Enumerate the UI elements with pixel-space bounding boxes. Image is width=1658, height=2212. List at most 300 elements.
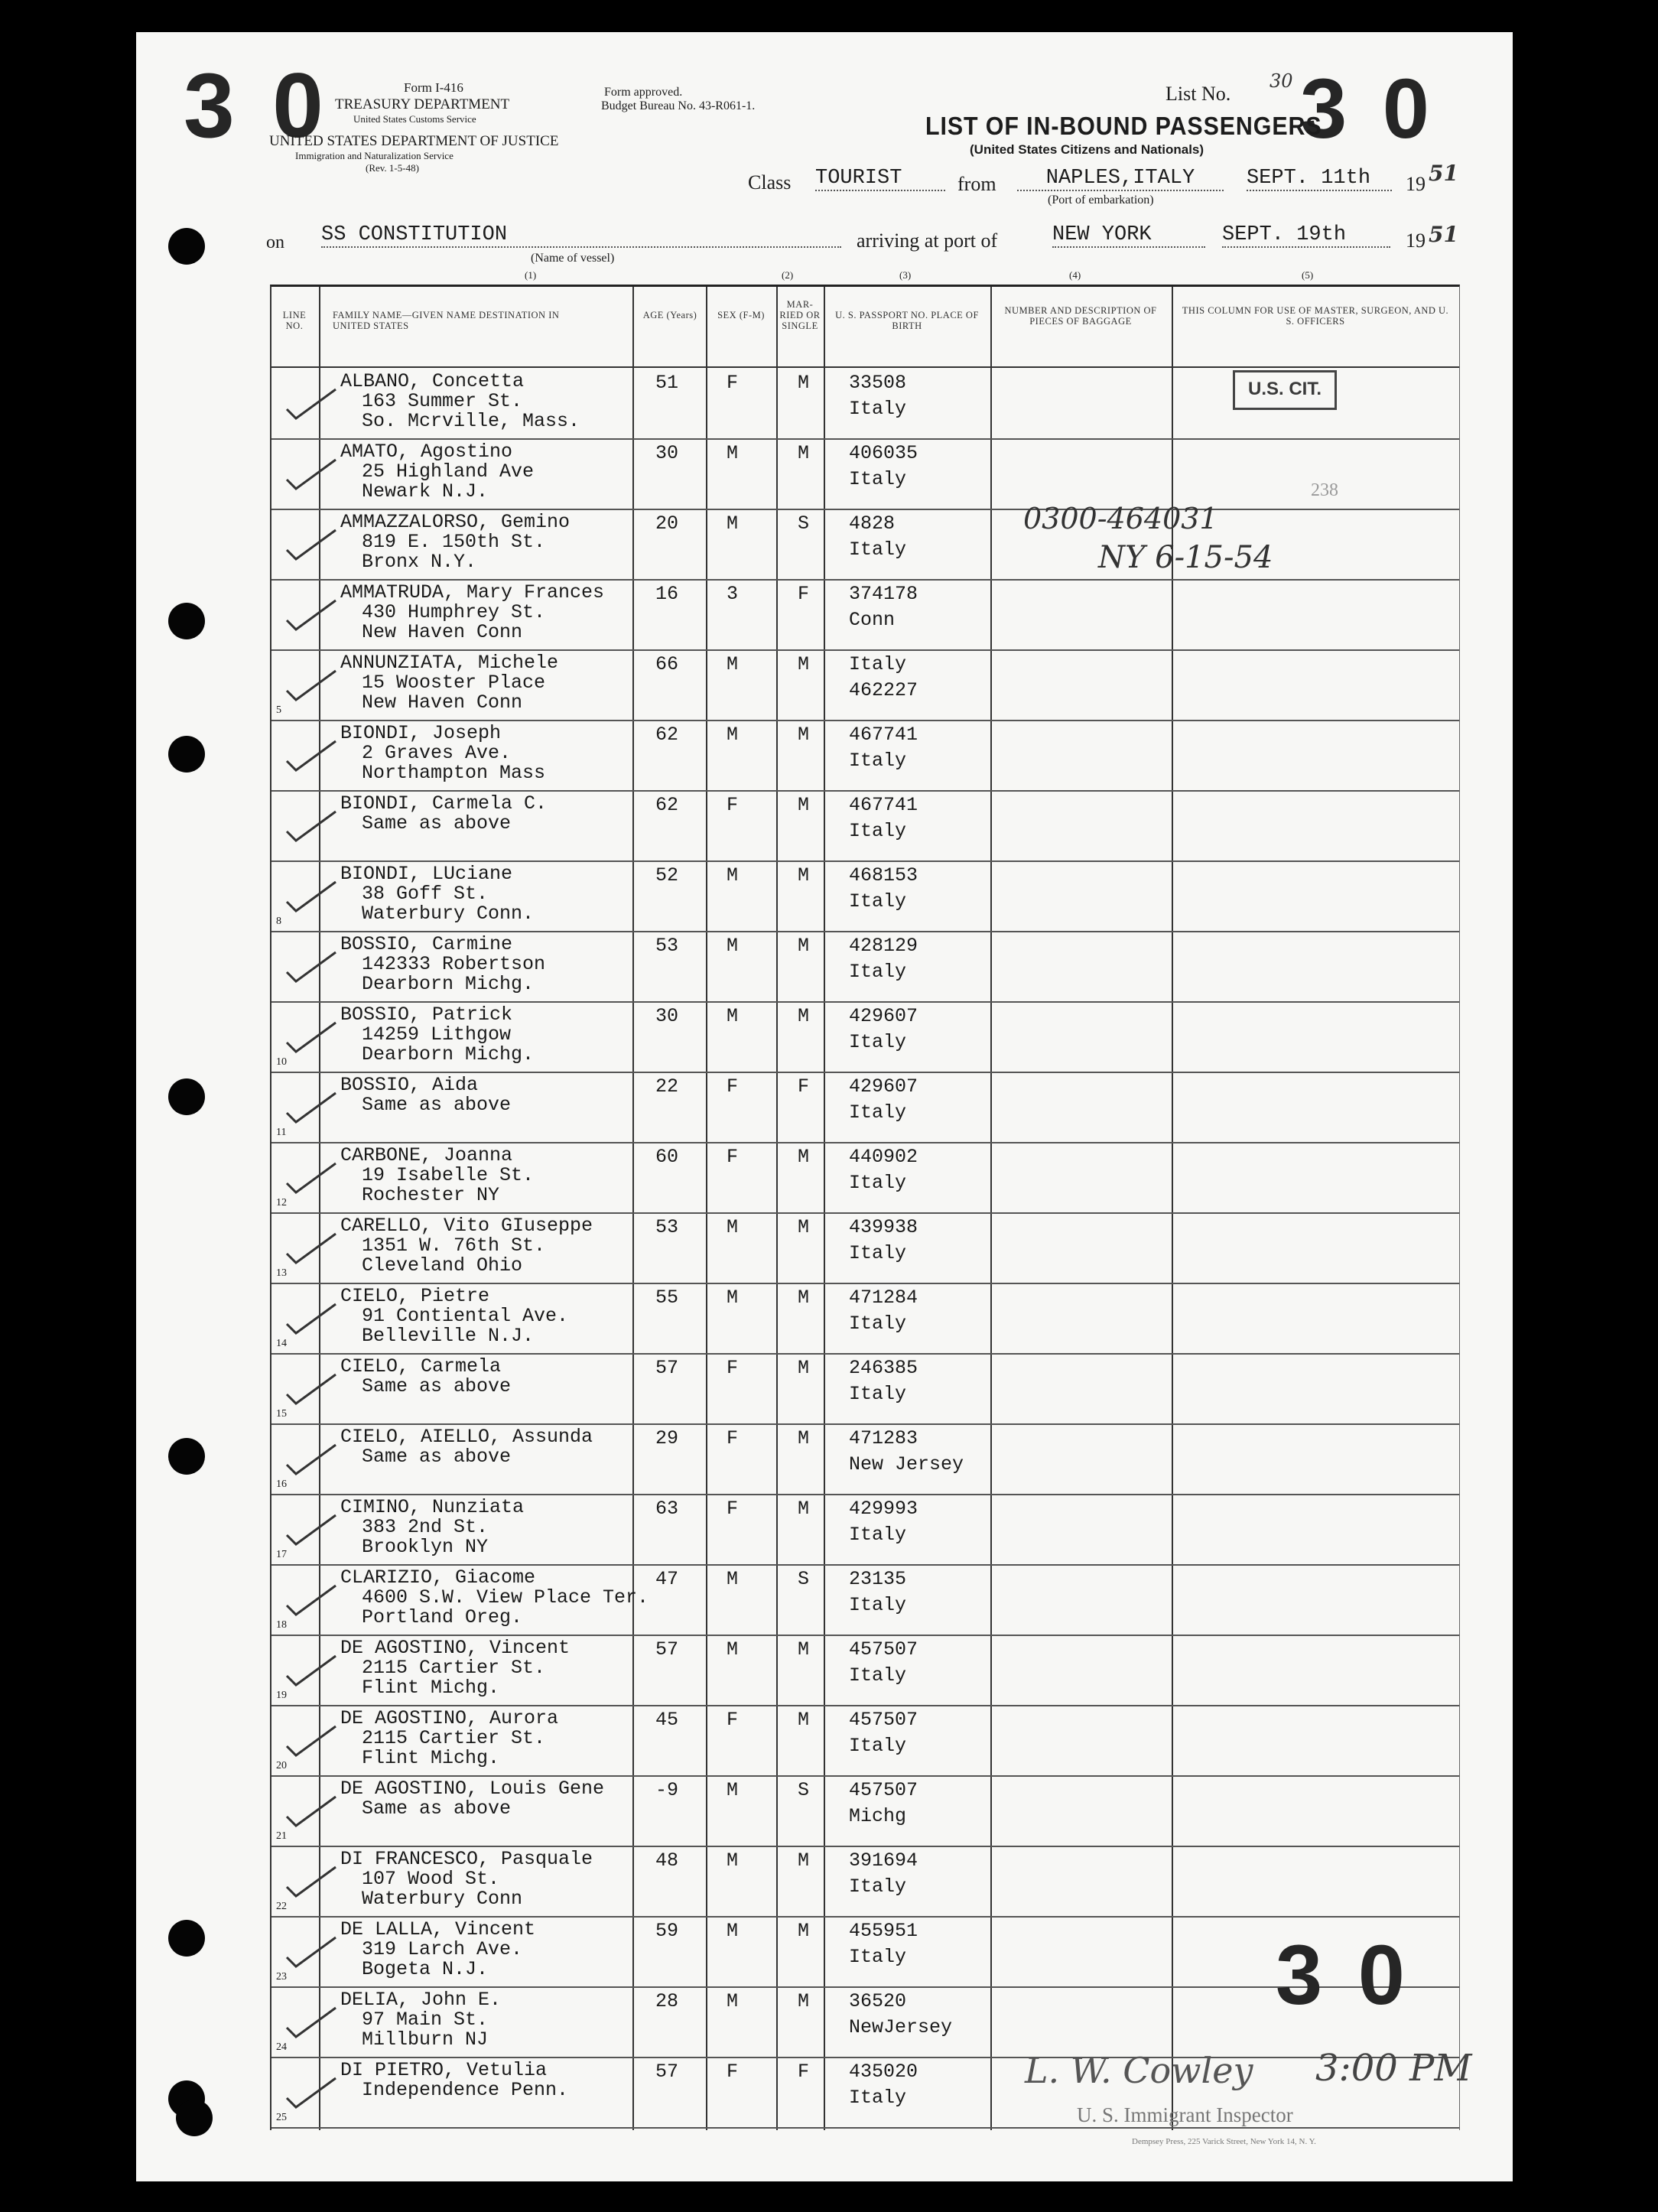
address-line-1: 14259 Lithgow (362, 1023, 512, 1046)
passport-number: 468153 (849, 864, 918, 886)
passport-number: 455951 (849, 1920, 918, 1942)
age: 55 (655, 1287, 679, 1309)
marital-status: F (798, 583, 810, 605)
sex: F (727, 794, 739, 816)
place-of-birth: Italy (849, 1172, 907, 1194)
table-row (271, 860, 1459, 932)
marital-status: M (798, 724, 810, 746)
passenger-name: BOSSIO, Aida (340, 1074, 479, 1096)
punch-hole (168, 1920, 205, 1957)
budget-bureau: Budget Bureau No. 43-R061-1. (601, 99, 756, 112)
header-married: MAR-RIED OR SINGLE (779, 299, 821, 331)
address-line-1: 819 E. 150th St. (362, 531, 546, 553)
check-mark-icon (285, 666, 339, 711)
passenger-name: DELIA, John E. (340, 1989, 502, 2011)
table-row (271, 1142, 1459, 1214)
margin-number: 238 (1311, 480, 1338, 500)
address-line-1: 2 Graves Ave. (362, 742, 512, 764)
marital-status: M (798, 1709, 810, 1731)
address-line-2: Flint Michg. (362, 1747, 500, 1769)
address-line-2: New Haven Conn (362, 621, 523, 643)
sex: M (727, 653, 739, 675)
line-number: 16 (276, 1478, 287, 1490)
passport-number: 439938 (849, 1216, 918, 1238)
passport-number: 429607 (849, 1005, 918, 1027)
sex: M (727, 935, 739, 957)
place-of-birth: New Jersey (849, 1453, 964, 1475)
address-line-2: Northampton Mass (362, 762, 546, 784)
passport-number: 4828 (849, 512, 896, 535)
passport-number: 428129 (849, 935, 918, 957)
treasury-department: TREASURY DEPARTMENT (335, 96, 510, 112)
line-number: 14 (276, 1338, 287, 1349)
address-line-1: Same as above (362, 1446, 512, 1468)
us-citizen-stamp: U.S. CIT. (1233, 370, 1337, 410)
line-number: 15 (276, 1408, 287, 1420)
age: 57 (655, 1638, 679, 1661)
table-row (271, 1001, 1459, 1073)
passenger-name: DI PIETRO, Vetulia (340, 2059, 548, 2081)
department-of-justice: UNITED STATES DEPARTMENT OF JUSTICE (269, 133, 559, 149)
place-of-birth: Italy (849, 1664, 907, 1687)
class-label: Class (748, 171, 792, 194)
passenger-name: BOSSIO, Patrick (340, 1004, 513, 1026)
address-line-2: Cleveland Ohio (362, 1254, 523, 1277)
place-of-birth: Italy (849, 1313, 907, 1335)
col-ref-3: (3) (899, 269, 912, 281)
punch-hole (168, 1078, 205, 1115)
line-number: 22 (276, 1901, 287, 1912)
age: 53 (655, 1216, 679, 1238)
sex: M (727, 1216, 739, 1238)
passenger-name: DI FRANCESCO, Pasquale (340, 1848, 593, 1870)
marital-status: M (798, 1216, 810, 1238)
place-of-birth: Italy (849, 1101, 907, 1124)
place-of-birth: Italy (849, 1242, 907, 1264)
place-of-birth: Michg (849, 1805, 907, 1827)
header-officers: THIS COLUMN FOR USE OF MASTER, SURGEON, AND U. S. OFFICERS (1182, 305, 1449, 327)
line-number: 8 (276, 916, 281, 927)
sex: F (727, 1357, 739, 1379)
col-ref-4: (4) (1069, 269, 1081, 281)
age: 45 (655, 1709, 679, 1731)
passport-number: 23135 (849, 1568, 907, 1590)
age: 29 (655, 1427, 679, 1449)
stamped-number-bottom: 3 0 (1276, 1928, 1411, 2022)
sex: M (727, 442, 739, 464)
punch-hole (168, 1438, 205, 1475)
age: 62 (655, 794, 679, 816)
line-number: 13 (276, 1267, 287, 1279)
sex: M (727, 1568, 739, 1590)
marital-status: M (798, 1920, 810, 1942)
check-mark-icon (285, 1792, 339, 1836)
place-of-birth: Italy (849, 1875, 907, 1898)
header-passport: U. S. PASSPORT NO. PLACE OF BIRTH (835, 310, 979, 331)
address-line-2: New Haven Conn (362, 691, 523, 714)
address-line-1: 25 Highland Ave (362, 460, 535, 483)
port-note: (Port of embarkation) (1048, 194, 1154, 207)
passport-number: 457507 (849, 1638, 918, 1661)
address-line-1: 319 Larch Ave. (362, 1938, 523, 1960)
passport-number: 467741 (849, 794, 918, 816)
place-of-birth: Italy (849, 468, 907, 490)
table-row (271, 1494, 1459, 1566)
table-row (271, 579, 1459, 651)
col-ref-1: (1) (525, 269, 537, 281)
sex: M (727, 1990, 739, 2012)
marital-status: M (798, 653, 810, 675)
passenger-name: BOSSIO, Carmine (340, 933, 513, 955)
place-of-birth: Italy (849, 820, 907, 842)
line-number: 17 (276, 1549, 287, 1560)
address-line-2: Bogeta N.J. (362, 1958, 489, 1980)
list-no-label: List No. (1165, 83, 1231, 105)
place-of-birth: Italy (849, 1735, 907, 1757)
sex: F (727, 372, 739, 394)
check-mark-icon (285, 1651, 339, 1696)
place-of-birth: Italy (849, 1031, 907, 1053)
passenger-name: BIONDI, Carmela C. (340, 792, 548, 815)
marital-status: F (798, 2061, 810, 2083)
check-mark-icon (285, 2074, 339, 2118)
marital-status: S (798, 512, 810, 535)
vessel-name: SS CONSTITUTION (321, 223, 841, 248)
passenger-name: AMMATRUDA, Mary Frances (340, 581, 605, 603)
handwritten-note-line2: NY 6-15-54 (1098, 540, 1273, 575)
line-number: 10 (276, 1056, 287, 1068)
age: 48 (655, 1849, 679, 1872)
punch-hole (176, 2100, 213, 2136)
address-line-2: Bronx N.Y. (362, 551, 477, 573)
check-mark-icon (285, 455, 339, 499)
address-line-2: Millburn NJ (362, 2028, 489, 2051)
marital-status: M (798, 442, 810, 464)
sex: M (727, 512, 739, 535)
sex: M (727, 1638, 739, 1661)
age: -9 (655, 1779, 679, 1801)
line-number: 20 (276, 1760, 287, 1771)
check-mark-icon (285, 1370, 339, 1414)
header-baggage: NUMBER AND DESCRIPTION OF PIECES OF BAGGAGE (1004, 305, 1157, 327)
check-mark-icon (285, 1511, 339, 1555)
sex: F (727, 1075, 739, 1098)
address-line-2: Waterbury Conn (362, 1888, 523, 1910)
passenger-name: AMMAZZALORSO, Gemino (340, 511, 571, 533)
marital-status: F (798, 1075, 810, 1098)
age: 20 (655, 512, 679, 535)
inspector-signature: L. W. Cowley (1025, 2050, 1253, 2091)
address-line-1: 2115 Cartier St. (362, 1657, 546, 1679)
marital-status: M (798, 1287, 810, 1309)
check-mark-icon (285, 1440, 339, 1485)
table-row (271, 649, 1459, 721)
marital-status: S (798, 1779, 810, 1801)
address-line-1: 4600 S.W. View Place Ter. (362, 1586, 649, 1609)
age: 63 (655, 1498, 679, 1520)
passenger-name: AMATO, Agostino (340, 441, 513, 463)
passenger-name: BIONDI, Joseph (340, 722, 502, 744)
line-number: 5 (276, 704, 281, 716)
age: 16 (655, 583, 679, 605)
table-row (271, 1564, 1459, 1636)
check-mark-icon (285, 1933, 339, 1977)
marital-status: M (798, 935, 810, 957)
col-ref-2: (2) (782, 269, 794, 281)
header-sex: SEX (F-M) (717, 310, 765, 320)
age: 66 (655, 653, 679, 675)
header-age: AGE (Years) (642, 310, 697, 320)
age: 28 (655, 1990, 679, 2012)
line-number: 25 (276, 2112, 287, 2123)
marital-status: M (798, 1498, 810, 1520)
punch-hole (168, 736, 205, 773)
address-line-1: 38 Goff St. (362, 883, 489, 905)
sex: F (727, 2061, 739, 2083)
address-line-2: Brooklyn NY (362, 1536, 489, 1558)
address-line-1: Same as above (362, 1094, 512, 1116)
arrival-year-prefix: 19 (1406, 229, 1426, 252)
age: 59 (655, 1920, 679, 1942)
marital-status: M (798, 1357, 810, 1379)
passport-number: 33508 (849, 372, 907, 394)
arrival-year: 51 (1429, 222, 1458, 247)
place-of-birth: NewJersey (849, 2016, 953, 2038)
age: 57 (655, 2061, 679, 2083)
customs-service: United States Customs Service (353, 113, 476, 125)
line-number: 11 (276, 1127, 287, 1138)
check-mark-icon (285, 1159, 339, 1203)
check-mark-icon (285, 1088, 339, 1133)
table-row (271, 1212, 1459, 1284)
list-subtitle: (United States Citizens and Nationals) (970, 142, 1204, 157)
passenger-name: DE AGOSTINO, Aurora (340, 1707, 559, 1729)
passenger-name: CARELLO, Vito GIuseppe (340, 1215, 593, 1237)
address-line-1: Same as above (362, 1797, 512, 1820)
sex: M (727, 1287, 739, 1309)
address-line-1: 107 Wood St. (362, 1868, 500, 1890)
place-of-birth: Italy (849, 890, 907, 912)
table-row (271, 1353, 1459, 1425)
age: 60 (655, 1146, 679, 1168)
passenger-table (270, 285, 1460, 2130)
check-mark-icon (285, 877, 339, 922)
place-of-birth: Italy (849, 1594, 907, 1616)
address-line-1: 15 Wooster Place (362, 672, 546, 694)
passport-number: 246385 (849, 1357, 918, 1379)
passenger-name: DE AGOSTINO, Vincent (340, 1637, 571, 1659)
passenger-name: DE AGOSTINO, Louis Gene (340, 1778, 605, 1800)
printer-credit: Dempsey Press, 225 Varick Street, New York 14, N. Y. (1132, 2137, 1316, 2146)
naturalization-service: Immigration and Naturalization Service (295, 150, 454, 161)
table-row (271, 931, 1459, 1003)
port-of-embarkation: NAPLES,ITALY (1017, 167, 1224, 191)
passport-number: 471284 (849, 1287, 918, 1309)
table-row (271, 1846, 1459, 1918)
table-row (271, 1423, 1459, 1495)
sex: M (727, 1005, 739, 1027)
passport-number: 440902 (849, 1146, 918, 1168)
address-line-1: 430 Humphrey St. (362, 601, 546, 623)
punch-hole (168, 228, 205, 265)
passport-number: 435020 (849, 2061, 918, 2083)
sex: F (727, 1498, 739, 1520)
passenger-name: BIONDI, LUciane (340, 863, 513, 885)
passport-number: 467741 (849, 724, 918, 746)
table-row (271, 1283, 1459, 1355)
table-row (271, 509, 1459, 581)
place-of-birth: Italy (849, 1383, 907, 1405)
age: 53 (655, 935, 679, 957)
passport-number: 406035 (849, 442, 918, 464)
list-title: LIST OF IN-BOUND PASSENGERS (925, 112, 1322, 140)
address-line-2: Belleville N.J. (362, 1325, 535, 1347)
passport-number: 471283 (849, 1427, 918, 1449)
check-mark-icon (285, 385, 339, 429)
age: 30 (655, 1005, 679, 1027)
inspector-title: U. S. Immigrant Inspector (1077, 2103, 1293, 2126)
table-row (271, 1072, 1459, 1143)
address-line-1: 97 Main St. (362, 2009, 489, 2031)
signature-time: 3:00 PM (1315, 2047, 1472, 2090)
sex: F (727, 1709, 739, 1731)
line-number: 18 (276, 1619, 287, 1631)
arrival-port: NEW YORK (1052, 223, 1205, 248)
check-mark-icon (285, 807, 339, 851)
passport-number: 391694 (849, 1849, 918, 1872)
check-mark-icon (285, 1581, 339, 1625)
address-line-2: Flint Michg. (362, 1677, 500, 1699)
check-mark-icon (285, 1018, 339, 1062)
address-line-2: So. Mcrville, Mass. (362, 410, 580, 432)
passenger-name: ALBANO, Concetta (340, 370, 525, 392)
form-approved: Form approved. (604, 86, 683, 99)
address-line-2: Newark N.J. (362, 480, 489, 503)
age: 30 (655, 442, 679, 464)
marital-status: M (798, 1990, 810, 2012)
on-label: on (266, 233, 284, 252)
place-of-birth: Italy (849, 2087, 907, 2109)
line-number: 19 (276, 1690, 287, 1701)
passport-number: Italy (849, 653, 907, 675)
place-of-birth: Italy (849, 398, 907, 420)
age: 52 (655, 864, 679, 886)
address-line-1: 1351 W. 76th St. (362, 1234, 546, 1257)
address-line-2: Dearborn Michg. (362, 1043, 535, 1065)
passenger-name: CLARIZIO, Giacome (340, 1566, 536, 1589)
line-number: 12 (276, 1197, 287, 1208)
check-mark-icon (285, 596, 339, 640)
sex: F (727, 1427, 739, 1449)
check-mark-icon (285, 1862, 339, 1907)
line-number: 24 (276, 2041, 287, 2053)
marital-status: M (798, 1849, 810, 1872)
marital-status: S (798, 1568, 810, 1590)
line-number: 21 (276, 1830, 287, 1842)
check-mark-icon (285, 525, 339, 570)
place-of-birth: Italy (849, 750, 907, 772)
passenger-name: CIELO, AIELLO, Assunda (340, 1426, 593, 1448)
punch-hole (168, 603, 205, 639)
form-number: Form I-416 (404, 80, 463, 95)
passport-number: 374178 (849, 583, 918, 605)
address-line-1: Same as above (362, 1375, 512, 1397)
vessel-note: (Name of vessel) (531, 252, 615, 265)
sex: M (727, 1779, 739, 1801)
form-revision: (Rev. 1-5-48) (366, 162, 419, 174)
marital-status: M (798, 864, 810, 886)
arrival-date: SEPT. 19th (1222, 223, 1390, 248)
class-value: TOURIST (815, 167, 945, 191)
check-mark-icon (285, 2003, 339, 2048)
passport-number: 429607 (849, 1075, 918, 1098)
address-line-1: Same as above (362, 812, 512, 834)
passenger-name: DE LALLA, Vincent (340, 1918, 536, 1940)
marital-status: M (798, 794, 810, 816)
departure-date: SEPT. 11th (1247, 167, 1392, 191)
passport-number: 457507 (849, 1779, 918, 1801)
marital-status: M (798, 1005, 810, 1027)
table-row (271, 790, 1459, 862)
place-of-birth: Italy (849, 961, 907, 983)
col-ref-5: (5) (1302, 269, 1314, 281)
address-line-1: 163 Summer St. (362, 390, 523, 412)
passenger-name: CIMINO, Nunziata (340, 1496, 525, 1518)
header-name: FAMILY NAME—GIVEN NAME DESTINATION IN UNITED STATES (333, 310, 560, 331)
place-of-birth: Italy (849, 538, 907, 561)
address-line-2: Dearborn Michg. (362, 973, 535, 995)
passenger-name: CARBONE, Joanna (340, 1144, 513, 1166)
address-line-2: Portland Oreg. (362, 1606, 523, 1628)
departure-year: 51 (1429, 161, 1458, 186)
line-number: 23 (276, 1971, 287, 1983)
table-row (271, 1635, 1459, 1706)
marital-status: M (798, 1146, 810, 1168)
marital-status: M (798, 1427, 810, 1449)
passport-number: 36520 (849, 1990, 907, 2012)
passenger-name: CIELO, Pietre (340, 1285, 490, 1307)
place-of-birth: Italy (849, 1524, 907, 1546)
marital-status: M (798, 372, 810, 394)
stamped-number-top-left: 3 0 (184, 54, 330, 157)
passenger-name: CIELO, Carmela (340, 1355, 502, 1378)
age: 57 (655, 1357, 679, 1379)
place-of-birth: Conn (849, 609, 896, 631)
sex: M (727, 1849, 739, 1872)
sex: F (727, 1146, 739, 1168)
address-line-2: Waterbury Conn. (362, 903, 535, 925)
address-line-1: 142333 Robertson (362, 953, 546, 975)
passenger-name: ANNUNZIATA, Michele (340, 652, 559, 674)
place-of-birth: Italy (849, 1946, 907, 1968)
departure-year-prefix: 19 (1406, 173, 1426, 195)
age: 22 (655, 1075, 679, 1098)
address-line-1: 19 Isabelle St. (362, 1164, 535, 1186)
place-of-birth: 462227 (849, 679, 918, 701)
stamped-number-top-right: 3 0 (1300, 62, 1435, 156)
address-line-1: 91 Contiental Ave. (362, 1305, 569, 1327)
age: 62 (655, 724, 679, 746)
arriving-label: arriving at port of (857, 229, 998, 252)
sex: 3 (727, 583, 739, 605)
check-mark-icon (285, 1722, 339, 1766)
sex: M (727, 864, 739, 886)
marital-status: M (798, 1638, 810, 1661)
address-line-1: Independence Penn. (362, 2079, 569, 2101)
check-mark-icon (285, 737, 339, 781)
list-no-value: 30 (1270, 70, 1293, 92)
table-row (271, 1705, 1459, 1777)
